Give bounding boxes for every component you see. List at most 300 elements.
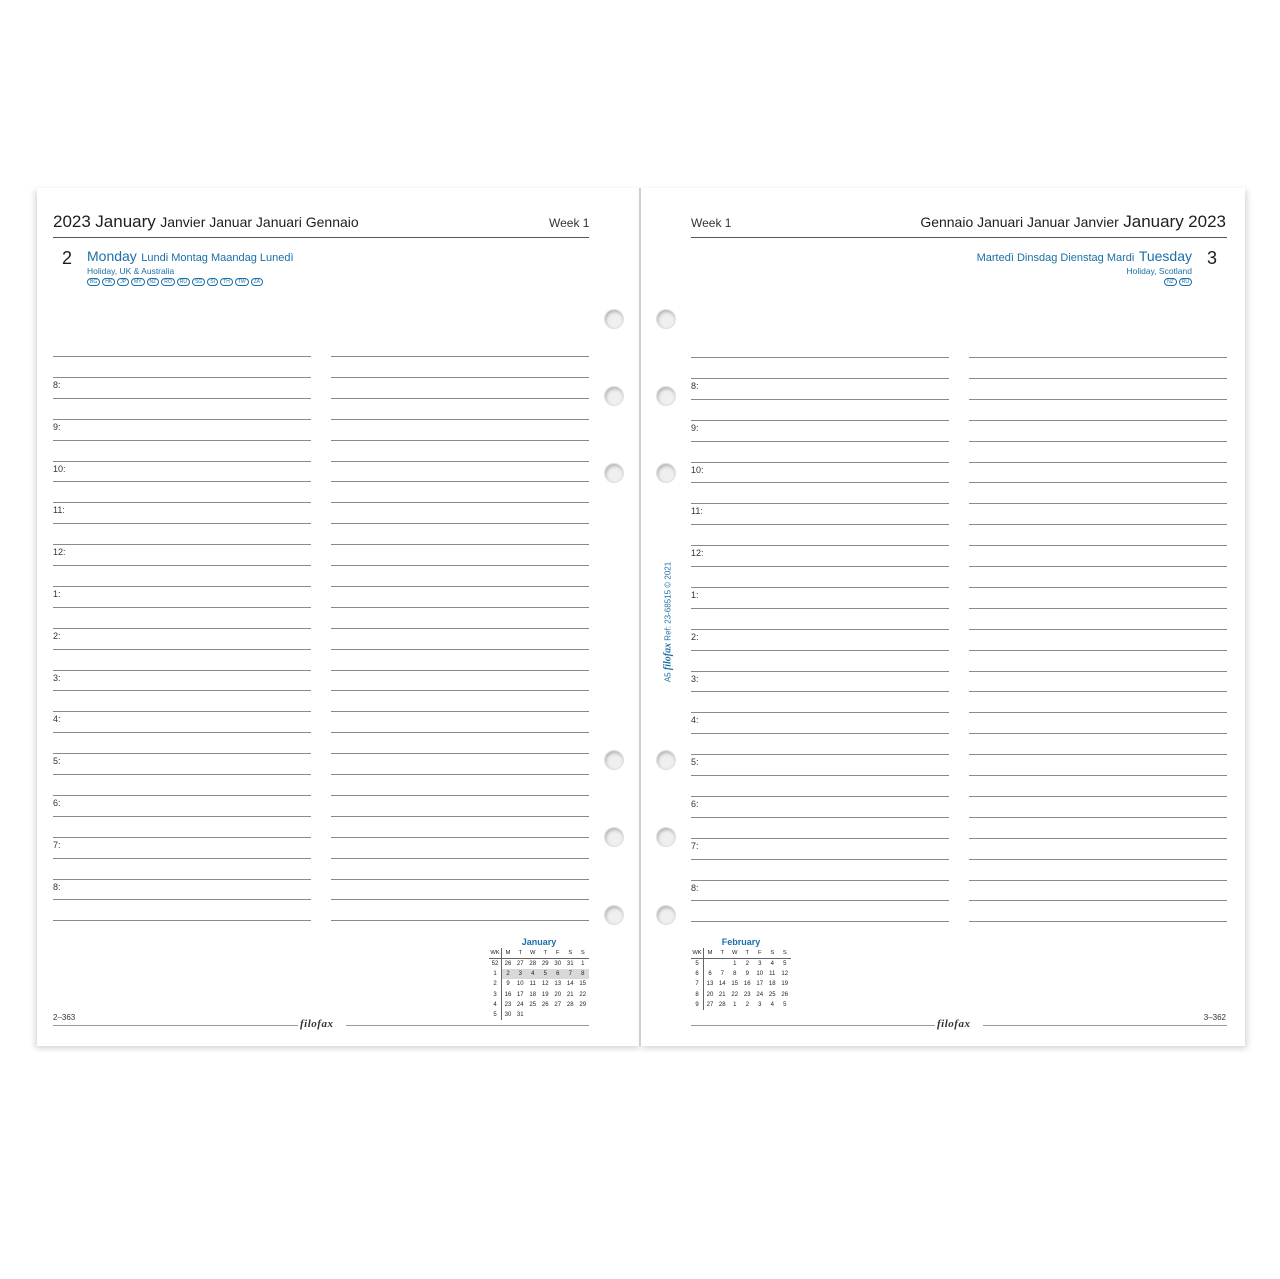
punch-hole: [656, 386, 676, 406]
mini-calendar-day: 7: [720, 971, 724, 978]
right-ruled-line: [691, 566, 949, 567]
left-ruled-line: [53, 502, 311, 503]
mini-calendar-day: 8: [577, 969, 590, 979]
left-hour-label: 12:: [53, 547, 66, 557]
mini-calendar-day: [539, 1010, 552, 1020]
right-hour-label: 11:: [691, 506, 703, 516]
spine-reference: [663, 562, 674, 682]
mini-calendar-day: 22: [579, 991, 587, 998]
right-ruled-line: [969, 796, 1227, 797]
mini-calendar-header-cell: W: [527, 948, 540, 959]
mini-calendar-day: 10: [516, 981, 524, 988]
mini-calendar-day: 30: [504, 1012, 512, 1019]
left-ruled-line: [331, 565, 589, 566]
mini-calendar-day: 15: [731, 981, 739, 988]
left-ruled-line: [331, 690, 589, 691]
right-ruled-line: [969, 900, 1227, 901]
right-hour-label: 9:: [691, 423, 699, 433]
right-mini-calendar-title: February: [721, 937, 761, 947]
left-mini-calendar: [489, 948, 589, 1020]
left-hour-label: 1:: [53, 589, 61, 599]
left-ruled-line: [331, 732, 589, 733]
right-footer-rule: [983, 1025, 1227, 1026]
left-country-codes: [87, 278, 263, 286]
right-ruled-line: [969, 650, 1227, 651]
mini-calendar-day: 22: [731, 991, 739, 998]
left-ruled-line: [331, 607, 589, 608]
mini-calendar-header-cell: WK: [489, 948, 502, 959]
left-ruled-line: [331, 774, 589, 775]
mini-calendar-week-number: 4: [489, 1000, 502, 1010]
mini-calendar-day: 25: [529, 1002, 537, 1009]
right-ruled-line: [969, 775, 1227, 776]
right-footer-rule: [691, 1025, 935, 1026]
right-ruled-line: [691, 691, 949, 692]
right-ruled-line: [691, 629, 949, 630]
mini-calendar-week-number: 8: [691, 990, 704, 1000]
right-ruled-line: [969, 482, 1227, 483]
mini-calendar-day: 28: [529, 961, 537, 967]
left-ruled-line: [331, 419, 589, 420]
mini-calendar-day: 7: [564, 969, 577, 979]
mini-calendar-day: 21: [718, 991, 726, 998]
left-header-title: [53, 212, 359, 232]
right-ruled-line: [691, 671, 949, 672]
mini-calendar-header-cell: T: [539, 948, 552, 959]
left-ruled-line: [53, 753, 311, 754]
country-code-badge: RO: [161, 278, 175, 286]
left-ruled-line: [53, 649, 311, 650]
punch-hole: [656, 463, 676, 483]
left-ruled-line: [331, 920, 589, 921]
left-ruled-line: [53, 461, 311, 462]
spine-fold: [639, 188, 641, 1046]
mini-calendar-day: 26: [504, 961, 512, 967]
right-day-langs: Martedì Dinsdag Dienstag Mardi: [976, 252, 1135, 264]
left-ruled-line: [53, 858, 311, 859]
punch-hole: [656, 750, 676, 770]
right-ruled-line: [969, 503, 1227, 504]
right-ruled-line: [969, 921, 1227, 922]
left-hour-label: 6:: [53, 798, 61, 808]
mini-calendar-day: 11: [529, 981, 536, 988]
right-hour-label: 2:: [691, 632, 699, 642]
mini-calendar-day: 4: [770, 1002, 774, 1009]
mini-calendar-week-number: 3: [489, 990, 502, 1000]
right-page: [641, 188, 1245, 1046]
left-ruled-line: [53, 356, 311, 357]
left-ruled-line: [53, 523, 311, 524]
right-page-number: 3–362: [1203, 1013, 1226, 1022]
right-ruled-line: [691, 880, 949, 881]
mini-calendar-week-number: 6: [691, 969, 704, 979]
left-ruled-line: [331, 795, 589, 796]
spine-copyright: © 2021: [663, 561, 673, 588]
country-code-badge: NZ: [147, 278, 160, 286]
right-ruled-line: [691, 420, 949, 421]
left-ruled-line: [331, 670, 589, 671]
mini-calendar-day: 1: [733, 961, 737, 967]
right-hour-label: 6:: [691, 799, 699, 809]
right-hour-label: 12:: [691, 548, 704, 558]
left-ruled-line: [331, 753, 589, 754]
left-hour-label: 4:: [53, 714, 61, 724]
mini-calendar-day: 24: [756, 991, 764, 998]
right-ruled-line: [691, 357, 949, 358]
country-code-badge: MY: [131, 278, 145, 286]
mini-calendar-header-cell: F: [552, 948, 565, 959]
right-ruled-line: [969, 545, 1227, 546]
right-filofax-logo: filofax: [937, 1018, 971, 1030]
left-hour-label: 10:: [53, 464, 66, 474]
mini-calendar-day: 29: [579, 1002, 587, 1009]
country-code-badge: SI: [207, 278, 218, 286]
mini-calendar-day: [577, 1010, 590, 1020]
right-ruled-line: [969, 754, 1227, 755]
mini-calendar-day: [552, 1010, 565, 1020]
mini-calendar-day: 9: [506, 981, 510, 988]
right-ruled-line: [969, 566, 1227, 567]
left-week-label: Week 1: [549, 216, 590, 230]
left-day-name: Monday: [87, 248, 137, 264]
mini-calendar-day: 14: [566, 981, 574, 988]
mini-calendar-day: 20: [706, 991, 714, 998]
right-ruled-line: [691, 775, 949, 776]
left-ruled-line: [53, 377, 311, 378]
right-hour-label: 10:: [691, 465, 704, 475]
right-ruled-line: [969, 608, 1227, 609]
right-ruled-line: [969, 817, 1227, 818]
mini-calendar-day: 14: [718, 981, 726, 988]
mini-calendar-day: 3: [514, 969, 527, 979]
right-hour-label: 3:: [691, 674, 699, 684]
right-country-codes: [1164, 278, 1192, 286]
right-ruled-line: [969, 399, 1227, 400]
right-ruled-line: [969, 733, 1227, 734]
mini-calendar-day: 18: [768, 981, 776, 988]
right-header-title: [920, 212, 1226, 232]
mini-calendar-day: 13: [554, 981, 562, 988]
mini-calendar-header-cell: T: [716, 948, 729, 959]
right-ruled-line: [691, 733, 949, 734]
mini-calendar-day: 26: [781, 991, 789, 998]
left-day-langs: Lundi Montag Maandag Lunedì: [141, 252, 294, 264]
mini-calendar-header-cell: S: [577, 948, 590, 959]
left-ruled-line: [53, 544, 311, 545]
mini-calendar-header-cell: S: [766, 948, 779, 959]
right-ruled-line: [691, 399, 949, 400]
left-ruled-line: [53, 481, 311, 482]
mini-calendar-week-number: 5: [691, 959, 704, 970]
punch-hole: [604, 827, 624, 847]
left-hour-label: 11:: [53, 505, 65, 515]
left-hour-label: 2:: [53, 631, 61, 641]
right-ruled-line: [691, 545, 949, 546]
spine-ref: Ref: 23-68515: [663, 589, 673, 641]
mini-calendar-day: 28: [566, 1002, 574, 1009]
mini-calendar-day: 12: [541, 981, 549, 988]
left-ruled-line: [331, 356, 589, 357]
mini-calendar-day: [527, 1010, 540, 1020]
mini-calendar-day: 16: [743, 981, 751, 988]
left-ruled-line: [53, 774, 311, 775]
country-code-badge: JP: [117, 278, 129, 286]
mini-calendar-day: 20: [554, 991, 562, 998]
mini-calendar-day: 31: [516, 1012, 524, 1019]
left-ruled-line: [53, 795, 311, 796]
mini-calendar-day: 27: [516, 961, 524, 967]
left-hour-label: 8:: [53, 380, 61, 390]
mini-calendar-day: 6: [552, 969, 565, 979]
mini-calendar-week-number: 5: [489, 1010, 502, 1020]
left-ruled-line: [53, 586, 311, 587]
mini-calendar-day: 21: [566, 991, 574, 998]
right-ruled-line: [969, 691, 1227, 692]
right-hour-label: 5:: [691, 757, 699, 767]
left-footer-rule: [346, 1025, 589, 1026]
left-ruled-line: [53, 879, 311, 880]
mini-calendar-day: 27: [706, 1002, 714, 1009]
punch-hole: [604, 463, 624, 483]
mini-calendar-day: 6: [708, 971, 712, 978]
left-year: 2023: [53, 212, 91, 231]
mini-calendar-header-cell: S: [564, 948, 577, 959]
mini-calendar-day: [564, 1010, 577, 1020]
right-ruled-line: [969, 524, 1227, 525]
right-ruled-line: [691, 587, 949, 588]
mini-calendar-header-cell: T: [514, 948, 527, 959]
left-hour-label: 5:: [53, 756, 61, 766]
mini-calendar-day: 17: [516, 991, 524, 998]
mini-calendar-day: 15: [579, 981, 587, 988]
country-code-badge: RU: [1179, 278, 1192, 286]
country-code-badge: RU: [177, 278, 190, 286]
right-ruled-line: [691, 482, 949, 483]
left-ruled-line: [53, 419, 311, 420]
country-code-badge: TW: [235, 278, 249, 286]
mini-calendar-day: 31: [566, 961, 574, 967]
mini-calendar-day: [716, 959, 729, 970]
left-ruled-line: [331, 481, 589, 482]
mini-calendar-day: 23: [504, 1002, 512, 1009]
left-ruled-line: [53, 565, 311, 566]
mini-calendar-header-cell: M: [502, 948, 515, 959]
left-header-rule: [53, 237, 589, 238]
left-ruled-line: [53, 899, 311, 900]
left-ruled-line: [331, 879, 589, 880]
spine-size: A5: [663, 672, 673, 683]
left-ruled-line: [331, 523, 589, 524]
right-hour-label: 8:: [691, 883, 699, 893]
mini-calendar-day: 30: [554, 961, 562, 967]
left-day-heading: [87, 248, 294, 266]
mini-calendar-day: 12: [781, 971, 789, 978]
mini-calendar-day: 1: [581, 961, 585, 967]
country-code-badge: ZA: [251, 278, 263, 286]
left-ruled-line: [53, 670, 311, 671]
mini-calendar-day: 18: [529, 991, 537, 998]
right-ruled-line: [969, 420, 1227, 421]
mini-calendar-day: 5: [539, 969, 552, 979]
country-code-badge: HK: [102, 278, 115, 286]
right-ruled-line: [691, 900, 949, 901]
mini-calendar-day: 4: [770, 961, 774, 967]
mini-calendar-day: 23: [743, 991, 751, 998]
right-ruled-line: [969, 587, 1227, 588]
mini-calendar-week-number: 2: [489, 979, 502, 989]
mini-calendar-header-cell: F: [754, 948, 767, 959]
left-ruled-line: [331, 837, 589, 838]
mini-calendar-day: 1: [733, 1002, 737, 1009]
right-day-number: 3: [1207, 248, 1218, 268]
left-holiday: Holiday, UK & Australia: [87, 266, 175, 276]
mini-calendar-day: 19: [781, 981, 789, 988]
right-ruled-line: [691, 796, 949, 797]
left-filofax-logo: filofax: [300, 1018, 334, 1030]
country-code-badge: SG: [192, 278, 205, 286]
mini-calendar-week-number: 1: [489, 969, 502, 979]
right-ruled-line: [969, 838, 1227, 839]
right-ruled-line: [969, 441, 1227, 442]
mini-calendar-header-cell: M: [704, 948, 717, 959]
right-month-langs: Gennaio Januari Januar Janvier: [920, 214, 1119, 230]
right-holiday: Holiday, Scotland: [1126, 266, 1192, 276]
mini-calendar-header-cell: S: [779, 948, 792, 959]
left-page: [37, 188, 641, 1046]
right-ruled-line: [969, 378, 1227, 379]
left-month-langs: Janvier Januar Januari Gennaio: [160, 214, 359, 230]
mini-calendar-day: 8: [733, 971, 737, 978]
punch-hole: [604, 905, 624, 925]
right-week-label: Week 1: [691, 216, 732, 230]
left-ruled-line: [331, 711, 589, 712]
mini-calendar-day: 29: [541, 961, 549, 967]
mini-calendar-day: 13: [706, 981, 714, 988]
right-ruled-line: [691, 859, 949, 860]
mini-calendar-day: 4: [527, 969, 540, 979]
mini-calendar-day: 28: [718, 1002, 726, 1009]
right-ruled-line: [969, 671, 1227, 672]
punch-hole: [604, 309, 624, 329]
right-ruled-line: [691, 503, 949, 504]
left-ruled-line: [53, 398, 311, 399]
left-ruled-line: [331, 544, 589, 545]
left-hour-label: 8:: [53, 882, 61, 892]
left-ruled-line: [331, 628, 589, 629]
mini-calendar-day: 2: [745, 1002, 749, 1009]
punch-hole: [656, 827, 676, 847]
mini-calendar-week-number: 7: [691, 979, 704, 989]
mini-calendar-day: 16: [504, 991, 512, 998]
left-mini-calendar-title: January: [521, 937, 557, 947]
right-ruled-line: [691, 921, 949, 922]
left-ruled-line: [331, 586, 589, 587]
right-ruled-line: [969, 462, 1227, 463]
right-ruled-line: [691, 650, 949, 651]
punch-hole: [604, 750, 624, 770]
left-ruled-line: [331, 398, 589, 399]
left-month: January: [95, 212, 156, 231]
right-ruled-line: [691, 378, 949, 379]
left-ruled-line: [53, 837, 311, 838]
right-ruled-line: [691, 712, 949, 713]
right-day-heading: [977, 248, 1192, 266]
right-ruled-line: [969, 712, 1227, 713]
mini-calendar-week-number: 9: [691, 1000, 704, 1010]
left-ruled-line: [331, 461, 589, 462]
country-code-badge: TH: [220, 278, 233, 286]
mini-calendar-day: 10: [756, 971, 764, 978]
mini-calendar-day: 11: [769, 971, 776, 978]
left-ruled-line: [331, 899, 589, 900]
left-hour-label: 3:: [53, 673, 61, 683]
right-ruled-line: [969, 859, 1227, 860]
left-ruled-line: [331, 377, 589, 378]
right-day-name: Tuesday: [1138, 248, 1192, 264]
right-year: 2023: [1188, 212, 1226, 231]
right-hour-label: 1:: [691, 590, 699, 600]
mini-calendar-day: 9: [745, 971, 749, 978]
right-ruled-line: [691, 441, 949, 442]
left-ruled-line: [53, 732, 311, 733]
punch-hole: [604, 386, 624, 406]
right-mini-calendar: [691, 948, 791, 1010]
mini-calendar-day: 26: [541, 1002, 549, 1009]
mini-calendar-day: 5: [783, 961, 787, 967]
right-ruled-line: [969, 629, 1227, 630]
right-hour-label: 4:: [691, 715, 699, 725]
country-code-badge: BG: [87, 278, 100, 286]
mini-calendar-day: 5: [783, 1002, 787, 1009]
mini-calendar-day: 25: [768, 991, 776, 998]
punch-hole: [656, 309, 676, 329]
mini-calendar-day: 2: [745, 961, 749, 967]
right-hour-label: 7:: [691, 841, 699, 851]
left-ruled-line: [53, 628, 311, 629]
mini-calendar-header-cell: WK: [691, 948, 704, 959]
mini-calendar-header-cell: W: [729, 948, 742, 959]
spine-logo: filofax: [662, 642, 674, 671]
left-ruled-line: [53, 711, 311, 712]
right-ruled-line: [691, 838, 949, 839]
right-ruled-line: [969, 357, 1227, 358]
mini-calendar-day: 19: [541, 991, 549, 998]
mini-calendar-day: 27: [554, 1002, 562, 1009]
mini-calendar-day: [704, 959, 717, 970]
mini-calendar-week-number: 52: [489, 959, 502, 970]
mini-calendar-day: 3: [758, 961, 762, 967]
right-header-rule: [691, 237, 1227, 238]
right-ruled-line: [691, 462, 949, 463]
left-ruled-line: [53, 920, 311, 921]
mini-calendar-day: 17: [756, 981, 764, 988]
left-ruled-line: [331, 649, 589, 650]
mini-calendar-header-cell: T: [741, 948, 754, 959]
left-footer-rule: [53, 1025, 298, 1026]
left-hour-label: 9:: [53, 422, 61, 432]
mini-calendar-day: 2: [502, 969, 515, 979]
right-ruled-line: [969, 880, 1227, 881]
right-ruled-line: [691, 608, 949, 609]
left-ruled-line: [331, 502, 589, 503]
mini-calendar-day: 24: [516, 1002, 524, 1009]
left-ruled-line: [53, 690, 311, 691]
left-ruled-line: [53, 607, 311, 608]
right-ruled-line: [691, 524, 949, 525]
left-ruled-line: [331, 816, 589, 817]
left-day-number: 2: [62, 248, 73, 268]
country-code-badge: NZ: [1164, 278, 1177, 286]
